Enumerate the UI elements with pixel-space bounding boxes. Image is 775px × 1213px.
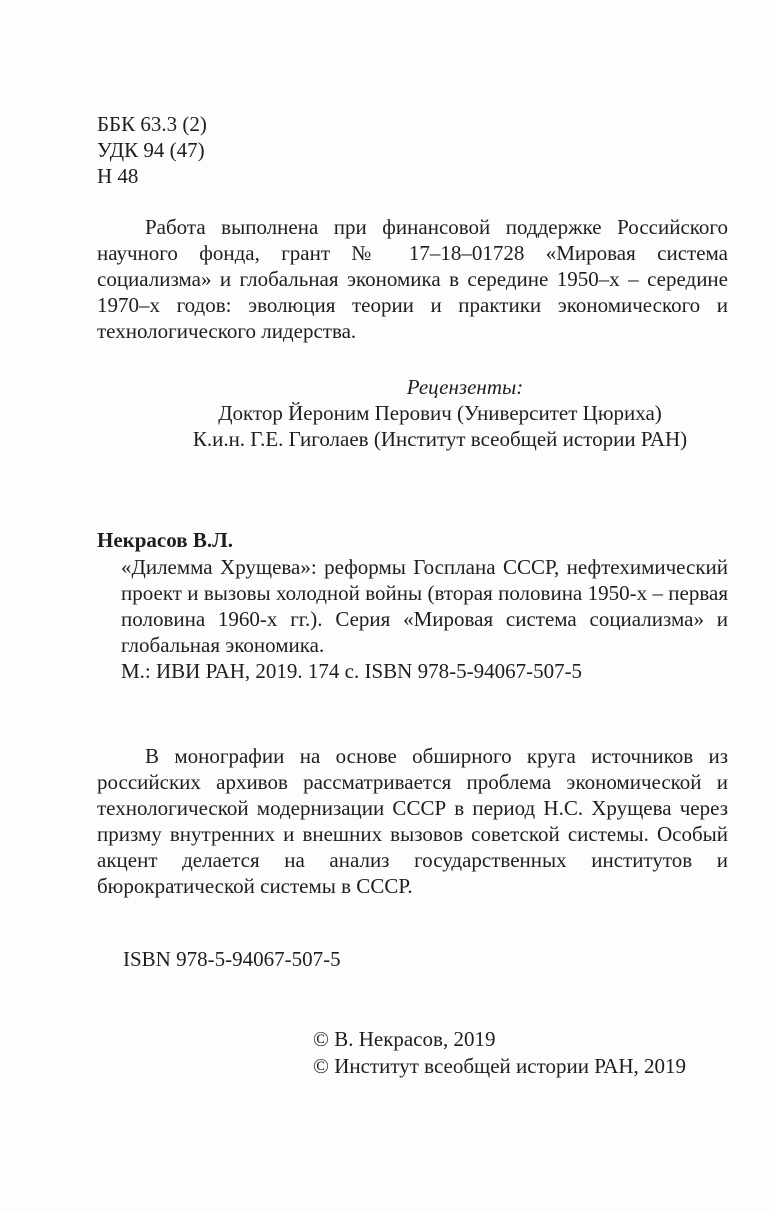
reviewer-1: Доктор Йероним Перович (Университет Цюриха) [218, 401, 662, 425]
bibliographic-description: «Дилемма Хрущева»: реформы Госплана СССР, нефтехимический проект и вызовы холодной войны (вторая половина 1950-х – первая половина 1960-х гг.). Серия «Мировая система социализма» и глобальная экономика. [121, 555, 728, 657]
copyright-block [313, 1026, 686, 1080]
copyright-author: © В. Некрасов, 2019 [313, 1027, 496, 1051]
reviewer-2: К.и.н. Г.Е. Гиголаев (Институт всеобщей истории РАН) [192, 427, 688, 451]
isbn: ISBN 978-5-94067-507-5 [123, 947, 341, 971]
copyright-institute: © Институт всеобщей истории РАН, 2019 [313, 1054, 687, 1078]
classification-codes [97, 111, 207, 189]
reviewers-block [150, 374, 730, 452]
funding-note: Работа выполнена при финансовой поддержке Российского научного фонда, грант № 17–18–01728 «Мировая система социализма» и глобальная экономика в середине 1950–х – середине 1970–х годов: эволюция теории и практики экономического и технологического лидерства. [97, 215, 728, 343]
bbk-code: ББК 63.3 (2) [97, 112, 207, 136]
reviewers-title: Рецензенты: [406, 375, 524, 399]
abstract-paragraph: В монографии на основе обширного круга источников из российских архивов рассматривается проблема экономической и технологической модернизации СССР в период Н.С. Хрущева через призму внутренних и внешних вызовов советской системы. Особый акцент делается на анализ государственных институтов и бюрократической системы в СССР. [97, 744, 728, 898]
udk-code: УДК 94 (47) [97, 138, 205, 162]
author-heading: Некрасов В.Л. [97, 528, 233, 552]
author-mark: Н 48 [97, 164, 139, 188]
bibliographic-imprint: М.: ИВИ РАН, 2019. 174 с. ISBN 978-5-94067-507-5 [121, 659, 583, 683]
